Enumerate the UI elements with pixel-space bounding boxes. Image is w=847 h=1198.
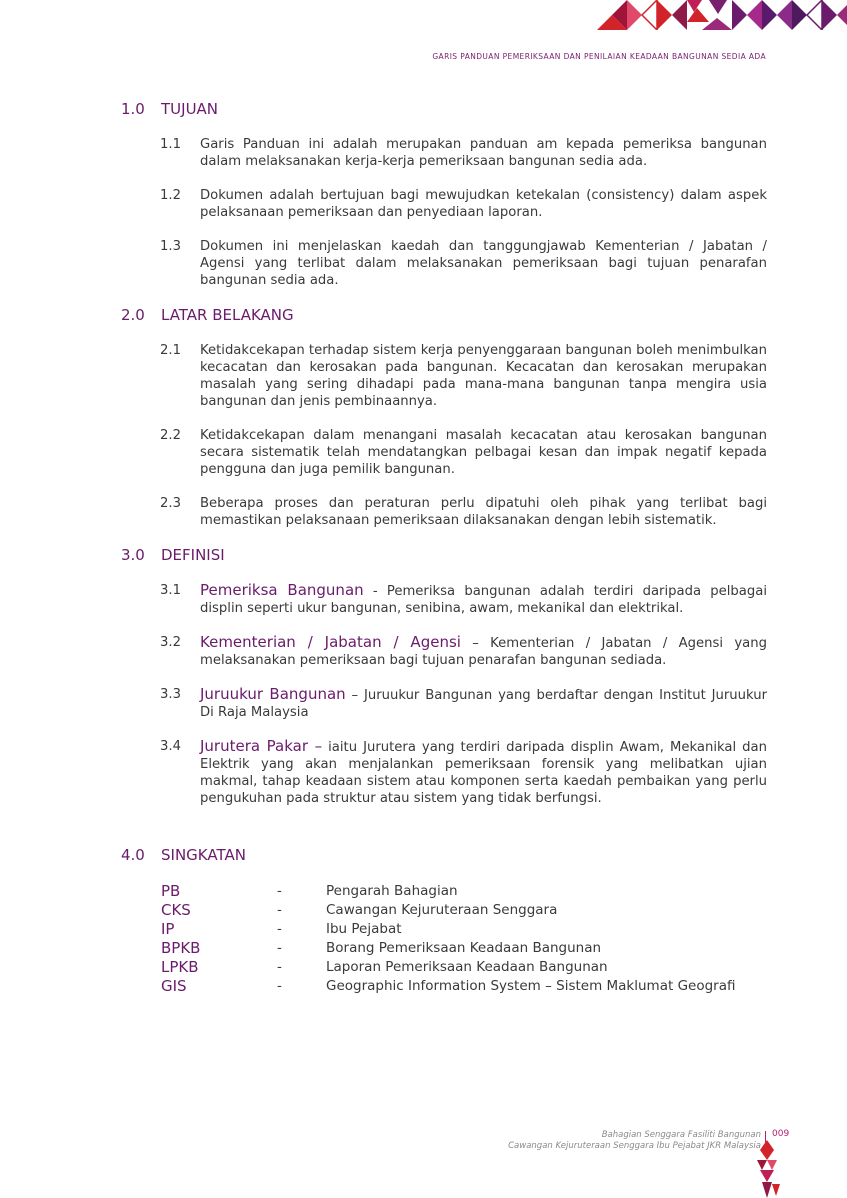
abbreviation-value: Geographic Information System – Sistem Maklumat Geografi <box>326 978 736 994</box>
definition-term: Juruukur Bangunan <box>200 685 346 703</box>
abbreviation-row <box>161 958 767 977</box>
abbreviation-key: PB <box>161 882 181 900</box>
definition-item <box>121 582 767 617</box>
list-item <box>121 136 767 170</box>
abbreviation-dash: - <box>277 921 282 937</box>
section-number: 2.0 <box>121 306 145 324</box>
abbreviation-dash: - <box>277 978 282 994</box>
section-heading <box>121 306 767 324</box>
list-item <box>121 342 767 410</box>
abbreviation-row <box>161 901 767 920</box>
abbreviation-value: Laporan Pemeriksaan Keadaan Bangunan <box>326 959 608 975</box>
list-item <box>121 427 767 478</box>
item-number: 2.3 <box>160 496 181 511</box>
definition-item <box>121 686 767 721</box>
item-number: 1.1 <box>160 137 181 152</box>
item-text: Ketidakcekapan terhadap sistem kerja penyenggaraan bangunan boleh menimbulkan kecacatan dan kerosakan pada bangunan. Kecacatan dan kerosakan merupakan masalah yang sering dihadapi pada mana-mana bangunan tanpa mengira usia bangunan dan jenis pembinaannya. <box>200 343 767 409</box>
section-definisi <box>121 546 767 807</box>
abbreviation-key: LPKB <box>161 958 199 976</box>
page-footer <box>508 1130 761 1152</box>
item-number: 3.4 <box>160 739 181 754</box>
abbreviation-dash: - <box>277 883 282 899</box>
abbreviation-value: Ibu Pejabat <box>326 921 402 937</box>
definition-item <box>121 634 767 669</box>
section-heading <box>121 546 767 564</box>
section-heading <box>121 846 767 864</box>
section-heading <box>121 100 767 118</box>
decorative-ornament <box>752 1140 782 1198</box>
abbreviation-value: Pengarah Bahagian <box>326 883 458 899</box>
item-text: Garis Panduan ini adalah merupakan panduan am kepada pemeriksa bangunan dalam melaksanakan kerja-kerja pemeriksaan bangunan sedia ada. <box>200 137 767 169</box>
abbreviation-row <box>161 882 767 901</box>
item-text: Dokumen ini menjelaskan kaedah dan tanggungjawab Kementerian / Jabatan / Agensi yang terlibat dalam melaksanakan pemeriksaan bagi tujuan penarafan bangunan sedia ada. <box>200 239 767 288</box>
running-header: GARIS PANDUAN PEMERIKSAAN DAN PENILAIAN KEADAAN BANGUNAN SEDIA ADA <box>432 52 766 61</box>
footer-line-1: Bahagian Senggara Fasiliti Bangunan <box>601 1130 761 1140</box>
abbreviation-row <box>161 977 767 996</box>
abbreviation-dash: - <box>277 940 282 956</box>
footer-line-2: Cawangan Kejuruteraan Senggara Ibu Pejabat JKR Malaysia <box>508 1141 761 1151</box>
definition-term: Kementerian / Jabatan / Agensi <box>200 633 461 651</box>
item-text: Ketidakcekapan dalam menangani masalah kecacatan atau kerosakan bangunan secara sistematik telah mendatangkan pelbagai kesan dan impak negatif kepada pengguna dan juga pemilik bangunan. <box>200 428 767 477</box>
abbreviation-list <box>121 882 767 996</box>
abbreviation-key: GIS <box>161 977 187 995</box>
section-number: 1.0 <box>121 100 145 118</box>
item-number: 1.2 <box>160 188 181 203</box>
item-text: Dokumen adalah bertujuan bagi mewujudkan ketekalan (consistency) dalam aspek pelaksanaan pemeriksaan dan penyediaan laporan. <box>200 188 767 220</box>
section-latar-belakang <box>121 306 767 529</box>
item-number: 2.1 <box>160 343 181 358</box>
abbreviation-dash: - <box>277 959 282 975</box>
abbreviation-value: Borang Pemeriksaan Keadaan Bangunan <box>326 940 602 956</box>
definition-term: Pemeriksa Bangunan <box>200 581 364 599</box>
item-number: 2.2 <box>160 428 181 443</box>
list-item <box>121 238 767 289</box>
abbreviation-key: BPKB <box>161 939 201 957</box>
item-text: - Pemeriksa bangunan adalah terdiri daripada pelbagai displin seperti ukur bangunan, senibina, awam, mekanikal dan elektrikal. <box>200 584 767 616</box>
item-text: – Kementerian / Jabatan / Agensi yang melaksanakan pemeriksaan bagi tujuan penarafan bangunan sediada. <box>200 636 767 668</box>
abbreviation-row <box>161 939 767 958</box>
item-text: Beberapa proses dan peraturan perlu dipatuhi oleh pihak yang terlibat bagi memastikan pelaksanaan pemeriksaan dilaksanakan dengan lebih sistematik. <box>200 496 767 528</box>
abbreviation-key: CKS <box>161 901 191 919</box>
abbreviation-row <box>161 920 767 939</box>
list-item <box>121 187 767 221</box>
item-text: iaitu Jurutera yang terdiri daripada displin Awam, Mekanikal dan Elektrik yang akan menjalankan pemeriksaan forensik yang melibatkan ujian makmal, tahap keadaan sistem atau komponen serta kaedah pembaikan yang perlu pengukuhan pada struktur atau sistem yang tidak berfungsi. <box>200 740 767 806</box>
definition-item <box>121 738 767 807</box>
item-number: 3.3 <box>160 687 181 702</box>
item-text: – Juruukur Bangunan yang berdaftar dengan Institut Juruukur Di Raja Malaysia <box>200 688 767 720</box>
item-number: 3.2 <box>160 635 181 650</box>
list-item <box>121 495 767 529</box>
section-title: LATAR BELAKANG <box>161 306 294 324</box>
section-singkatan <box>121 846 767 996</box>
section-title: SINGKATAN <box>161 846 246 864</box>
abbreviation-value: Cawangan Kejuruteraan Senggara <box>326 902 558 918</box>
abbreviation-key: IP <box>161 920 175 938</box>
abbreviation-dash: - <box>277 902 282 918</box>
section-tujuan <box>121 100 767 289</box>
section-number: 3.0 <box>121 546 145 564</box>
item-number: 3.1 <box>160 583 181 598</box>
section-title: DEFINISI <box>161 546 225 564</box>
section-title: TUJUAN <box>161 100 219 118</box>
item-number: 1.3 <box>160 239 181 254</box>
definition-term: Jurutera Pakar – <box>200 737 323 755</box>
section-number: 4.0 <box>121 846 145 864</box>
decorative-pattern <box>597 0 847 30</box>
page-number: 009 <box>772 1129 790 1139</box>
